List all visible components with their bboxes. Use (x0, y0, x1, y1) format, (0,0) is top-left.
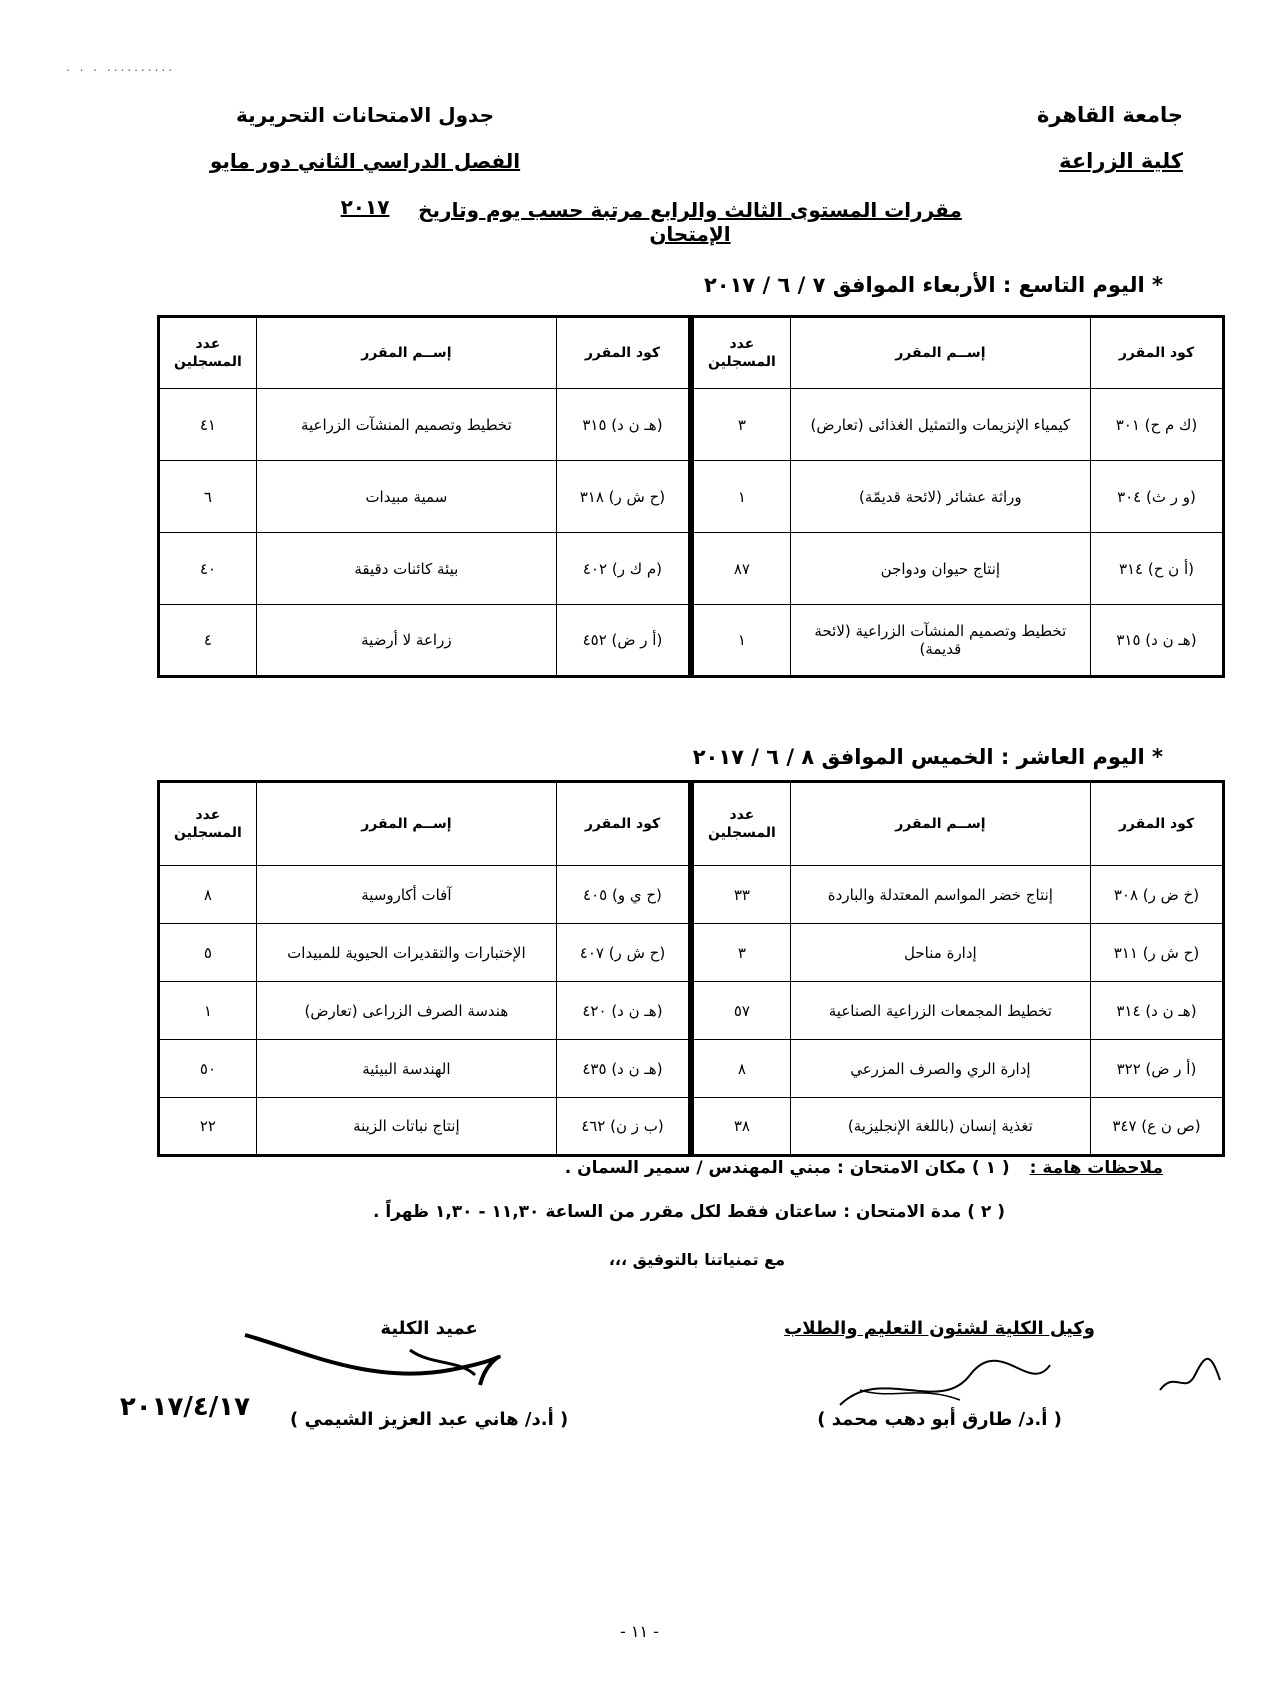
course-count: ٣٣ (693, 866, 791, 924)
course-count: ٨٧ (693, 533, 791, 605)
document-subtitle: مقررات المستوى الثالث والرابع مرتبة حسب يوم وتاريخ الإمتحان (418, 198, 962, 246)
table-row (693, 461, 1224, 533)
table-row (159, 1098, 690, 1156)
dean-title: عميد الكلية (380, 1318, 478, 1339)
course-count: ٤٠ (159, 533, 257, 605)
notes-label: ملاحظات هامة : (1029, 1158, 1163, 1178)
course-name: الهندسة البيئية (256, 1040, 556, 1098)
day2-right-table (691, 780, 1225, 1157)
table-row (159, 605, 690, 677)
course-count: ١ (159, 982, 257, 1040)
col-count-header: عدد المسجلين (159, 782, 257, 866)
course-name: إدارة مناحل (790, 924, 1090, 982)
course-count: ٢٢ (159, 1098, 257, 1156)
col-code-header: كود المقرر (1090, 317, 1223, 389)
table-header-row (693, 782, 1224, 866)
table-row (693, 533, 1224, 605)
table-row (693, 389, 1224, 461)
day2-title: * اليوم العاشر : الخميس الموافق ٨ / ٦ / ٢٠١٧ (692, 745, 1163, 769)
course-code: (ص ن ع) ٣٤٧ (1090, 1098, 1223, 1156)
table-row (159, 866, 690, 924)
course-count: ١ (693, 605, 791, 677)
course-code: (ح ش ر) ٣١٨ (556, 461, 689, 533)
course-code: (خ ض ر) ٣٠٨ (1090, 866, 1223, 924)
course-code: (ب ز ن) ٤٦٢ (556, 1098, 689, 1156)
course-count: ٥٠ (159, 1040, 257, 1098)
course-name: وراثة عشائر (لائحة قديمّة) (790, 461, 1090, 533)
course-code: (ح ش ر) ٤٠٧ (556, 924, 689, 982)
course-count: ٤ (159, 605, 257, 677)
table-row (693, 924, 1224, 982)
course-count: ٣٨ (693, 1098, 791, 1156)
course-code: (ك م ح) ٣٠١ (1090, 389, 1223, 461)
day1-left-table (157, 315, 691, 678)
day1-right-table (691, 315, 1225, 678)
course-code: (هـ ن د) ٣١٥ (1090, 605, 1223, 677)
course-count: ٣ (693, 924, 791, 982)
vice-dean-name: ( أ.د/ طارق أبو دهب محمد ) (817, 1409, 1062, 1430)
table-header-row (159, 317, 690, 389)
course-code: (هـ ن د) ٣١٤ (1090, 982, 1223, 1040)
table-row (693, 866, 1224, 924)
course-name: آفات أكاروسية (256, 866, 556, 924)
table-row (159, 982, 690, 1040)
table-row (159, 389, 690, 461)
course-name: إدارة الري والصرف المزرعي (790, 1040, 1090, 1098)
table-row (693, 605, 1224, 677)
day1-tables (153, 315, 1225, 678)
col-code-header: كود المقرر (556, 782, 689, 866)
course-name: تخطيط وتصميم المنشآت الزراعية (256, 389, 556, 461)
faculty-name: كلية الزراعة (1059, 149, 1183, 173)
day1-title: * اليوم التاسع : الأربعاء الموافق ٧ / ٦ / ٢٠١٧ (703, 273, 1163, 297)
day2-left-table (157, 780, 691, 1157)
col-name-header: إســم المقرر (256, 317, 556, 389)
course-name: سمية مبيدات (256, 461, 556, 533)
good-luck-note: مع تمنياتنا بالتوفيق ،،، (608, 1250, 785, 1269)
dean-signature-date: ٢٠١٧/٤/١٧ (119, 1392, 250, 1422)
course-name: إنتاج نباتات الزينة (256, 1098, 556, 1156)
table-header-row (693, 317, 1224, 389)
day2-tables (153, 780, 1225, 1157)
table-row (693, 982, 1224, 1040)
table-row (159, 461, 690, 533)
course-code: (هـ ن د) ٤٢٠ (556, 982, 689, 1040)
note-location: ( ١ ) مكان الامتحان : مبني المهندس / سمير السمان . (564, 1158, 1010, 1178)
course-count: ٨ (159, 866, 257, 924)
course-count: ٨ (693, 1040, 791, 1098)
course-name: إنتاج خضر المواسم المعتدلة والباردة (790, 866, 1090, 924)
course-name: تخطيط المجمعات الزراعية الصناعية (790, 982, 1090, 1040)
notes-line-1 (565, 1158, 1163, 1178)
course-name: تغذية إنسان (باللغة الإنجليزية) (790, 1098, 1090, 1156)
vice-dean-title: وكيل الكلية لشئون التعليم والطلاب (784, 1318, 1095, 1339)
scan-noise: .......... . . . (66, 60, 176, 74)
col-name-header: إســم المقرر (790, 782, 1090, 866)
table-row (693, 1040, 1224, 1098)
dean-name: ( أ.د/ هاني عبد العزيز الشيمي ) (290, 1409, 569, 1430)
initials-signature-icon (1150, 1340, 1230, 1410)
table-row (159, 924, 690, 982)
col-count-header: عدد المسجلين (693, 782, 791, 866)
course-code: (م ك ر) ٤٠٢ (556, 533, 689, 605)
course-code: (و ر ث) ٣٠٤ (1090, 461, 1223, 533)
col-name-header: إســم المقرر (790, 317, 1090, 389)
course-count: ٥ (159, 924, 257, 982)
table-header-row (159, 782, 690, 866)
col-code-header: كود المقرر (556, 317, 689, 389)
course-code: (أ ر ض) ٤٥٢ (556, 605, 689, 677)
page-number: - ١١ - (620, 1622, 659, 1641)
course-code: (أ ر ض) ٣٢٢ (1090, 1040, 1223, 1098)
course-code: (هـ ن د) ٤٣٥ (556, 1040, 689, 1098)
course-count: ٦ (159, 461, 257, 533)
vice-dean-signature-icon (820, 1345, 1060, 1425)
table-row (159, 1040, 690, 1098)
col-count-header: عدد المسجلين (693, 317, 791, 389)
institution-header (1037, 92, 1183, 184)
col-name-header: إســم المقرر (256, 782, 556, 866)
semester-label: الفصل الدراسي الثاني دور مايو ٢٠١٧ (209, 149, 521, 219)
table-row (693, 1098, 1224, 1156)
table-row (159, 533, 690, 605)
course-name: تخطيط وتصميم المنشآت الزراعية (لائحة قديمة) (790, 605, 1090, 677)
col-code-header: كود المقرر (1090, 782, 1223, 866)
course-name: إنتاج حيوان ودواجن (790, 533, 1090, 605)
course-name: كيمياء الإنزيمات والتمثيل الغذائى (تعارض) (790, 389, 1090, 461)
course-code: (ح ش ر) ٣١١ (1090, 924, 1223, 982)
course-code: (أ ن ح) ٣١٤ (1090, 533, 1223, 605)
course-code: (هـ ن د) ٣١٥ (556, 389, 689, 461)
note-duration: ( ٢ ) مدة الامتحان : ساعتان فقط لكل مقرر من الساعة ١١,٣٠ - ١,٣٠ ظهراً . (373, 1202, 1005, 1222)
university-name: جامعة القاهرة (1036, 103, 1183, 127)
dean-signature-icon (119, 1315, 510, 1425)
col-count-header: عدد المسجلين (159, 317, 257, 389)
course-count: ٥٧ (693, 982, 791, 1040)
course-code: (ح ي و) ٤٠٥ (556, 866, 689, 924)
course-name: هندسة الصرف الزراعى (تعارض) (256, 982, 556, 1040)
course-name: بيئة كائنات دقيقة (256, 533, 556, 605)
course-count: ١ (693, 461, 791, 533)
schedule-title: جدول الامتحانات التحريرية (236, 103, 494, 127)
course-name: زراعة لا أرضية (256, 605, 556, 677)
course-name: الإختبارات والتقديرات الحيوية للمبيدات (256, 924, 556, 982)
course-count: ٣ (693, 389, 791, 461)
course-count: ٤١ (159, 389, 257, 461)
